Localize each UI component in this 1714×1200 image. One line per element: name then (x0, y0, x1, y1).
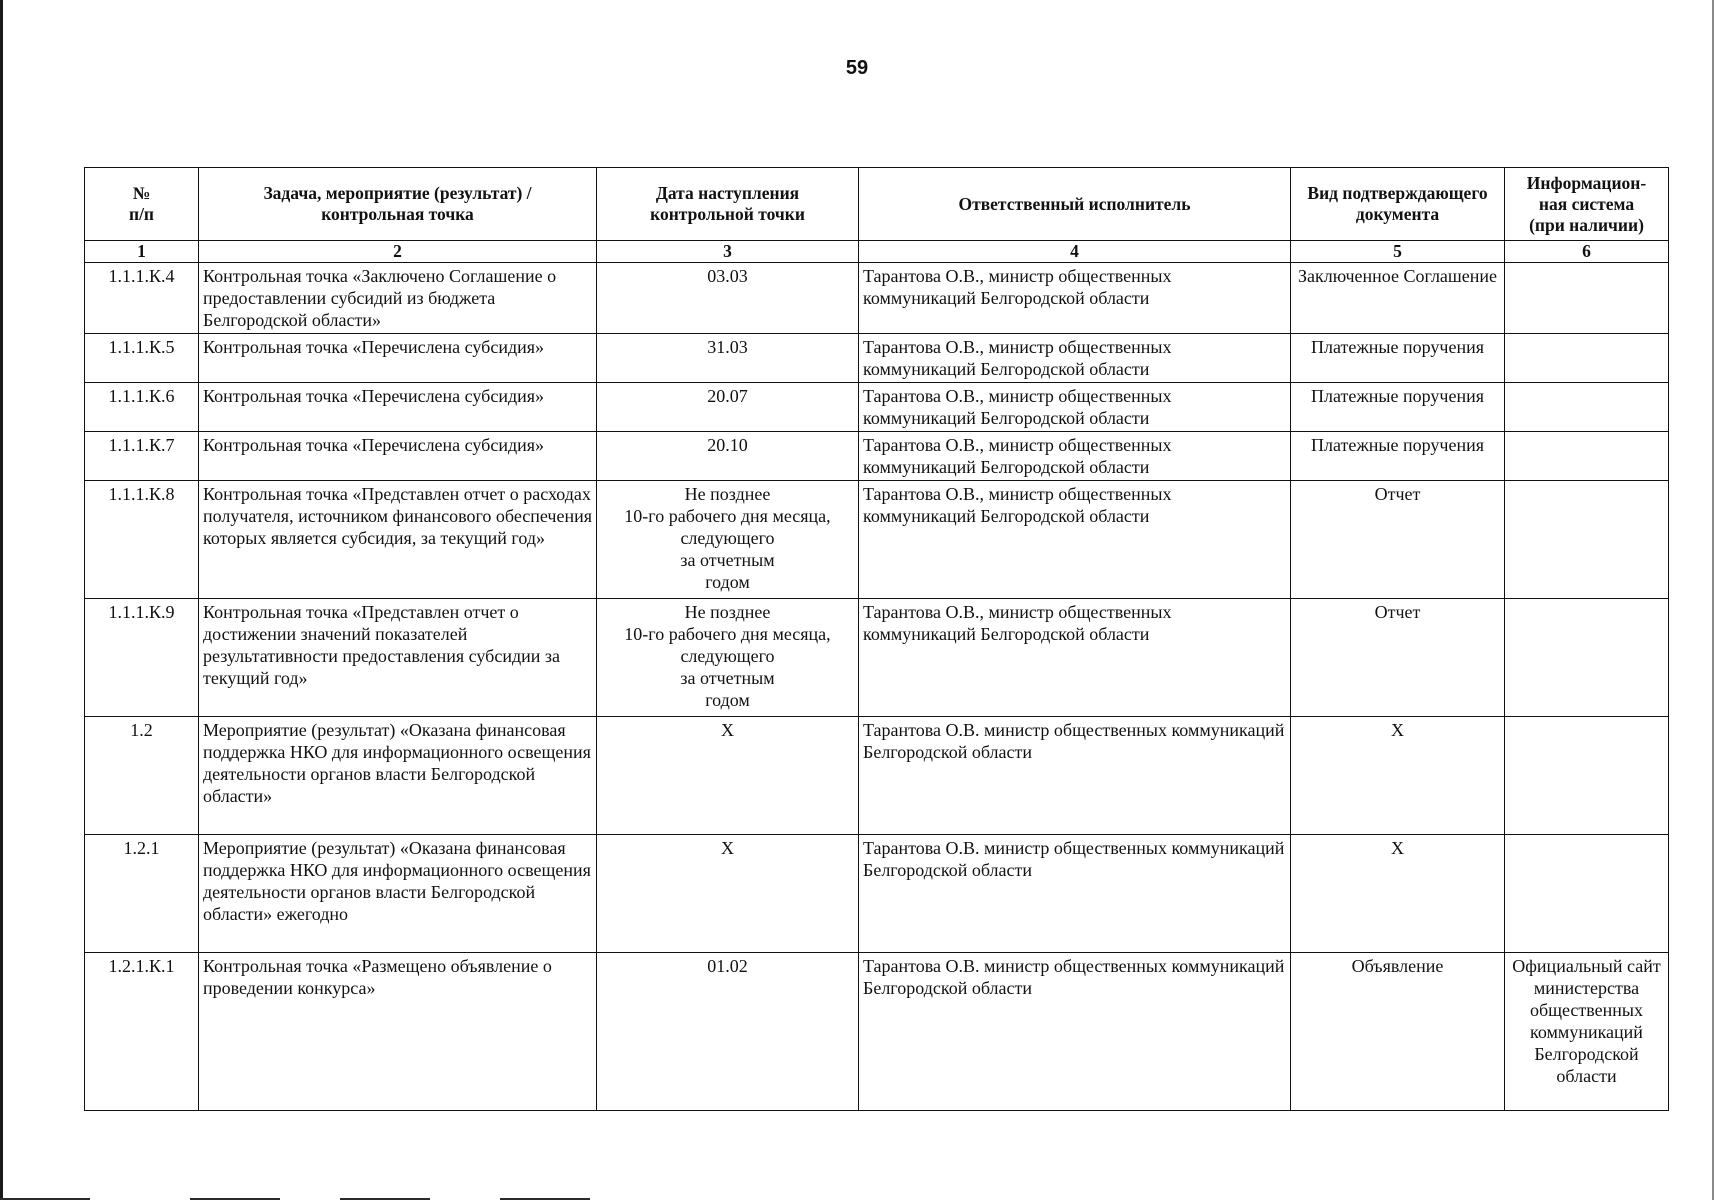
table-row (85, 717, 1669, 835)
header-date: Дата наступления контрольной точки (597, 168, 859, 241)
row-task: Контрольная точка «Представлен отчет о достижении значений показателей результативности предоставления субсидии за текущий год» (199, 599, 597, 717)
row-document: Заключенное Соглашение (1291, 263, 1505, 334)
row-executor: Тарантова О.В., министр общественных коммуникаций Белгородской области (859, 383, 1291, 432)
row-system (1505, 432, 1669, 481)
row-document: Отчет (1291, 599, 1505, 717)
row-document: Х (1291, 835, 1505, 953)
row-date: 20.10 (597, 432, 859, 481)
column-number: 3 (597, 241, 859, 263)
header-system: Информацион- ная система (при наличии) (1505, 168, 1669, 241)
table-row (85, 599, 1669, 717)
row-executor: Тарантова О.В., министр общественных коммуникаций Белгородской области (859, 599, 1291, 717)
row-executor: Тарантова О.В. министр общественных коммуникаций Белгородской области (859, 835, 1291, 953)
table-row (85, 383, 1669, 432)
table-row (85, 481, 1669, 599)
row-date: Не позднее 10-го рабочего дня месяца, следующего за отчетным годом (597, 599, 859, 717)
row-date: 20.07 (597, 383, 859, 432)
row-executor: Тарантова О.В. министр общественных коммуникаций Белгородской области (859, 717, 1291, 835)
row-document: Платежные поручения (1291, 334, 1505, 383)
row-system (1505, 835, 1669, 953)
row-number: 1.2.1.К.1 (85, 953, 199, 1111)
row-document: Х (1291, 717, 1505, 835)
row-task: Контрольная точка «Представлен отчет о расходах получателя, источником финансового обеспечения которых является субсидия, за текущий год» (199, 481, 597, 599)
row-executor: Тарантова О.В. министр общественных коммуникаций Белгородской области (859, 953, 1291, 1111)
row-number: 1.1.1.К.4 (85, 263, 199, 334)
row-date: Х (597, 717, 859, 835)
row-task: Контрольная точка «Перечислена субсидия» (199, 432, 597, 481)
column-number: 2 (199, 241, 597, 263)
row-document: Платежные поручения (1291, 432, 1505, 481)
row-executor: Тарантова О.В., министр общественных коммуникаций Белгородской области (859, 334, 1291, 383)
header-executor: Ответственный исполнитель (859, 168, 1291, 241)
row-number: 1.1.1.К.9 (85, 599, 199, 717)
table-header-row (85, 168, 1669, 241)
row-task: Контрольная точка «Перечислена субсидия» (199, 334, 597, 383)
row-system (1505, 334, 1669, 383)
row-document: Отчет (1291, 481, 1505, 599)
column-number: 6 (1505, 241, 1669, 263)
row-system (1505, 717, 1669, 835)
row-system (1505, 263, 1669, 334)
row-task: Контрольная точка «Перечислена субсидия» (199, 383, 597, 432)
table-row (85, 263, 1669, 334)
row-executor: Тарантова О.В., министр общественных коммуникаций Белгородской области (859, 481, 1291, 599)
row-task: Мероприятие (результат) «Оказана финансовая поддержка НКО для информационного освещения деятельности органов власти Белгородской области» (199, 717, 597, 835)
row-number: 1.1.1.К.6 (85, 383, 199, 432)
row-number: 1.2 (85, 717, 199, 835)
row-system (1505, 383, 1669, 432)
row-date: 03.03 (597, 263, 859, 334)
row-system (1505, 481, 1669, 599)
column-number: 1 (85, 241, 199, 263)
header-number: № п/п (85, 168, 199, 241)
row-date: Не позднее 10-го рабочего дня месяца, следующего за отчетным годом (597, 481, 859, 599)
row-date: Х (597, 835, 859, 953)
scan-edge-left (0, 0, 3, 1200)
row-executor: Тарантова О.В., министр общественных коммуникаций Белгородской области (859, 263, 1291, 334)
row-task: Контрольная точка «Заключено Соглашение о предоставлении субсидий из бюджета Белгородской области» (199, 263, 597, 334)
table-row (85, 835, 1669, 953)
row-system: Официальный сайт министерства общественных коммуникаций Белгородской области (1505, 953, 1669, 1111)
table-row (85, 953, 1669, 1111)
table-row (85, 432, 1669, 481)
row-number: 1.1.1.К.8 (85, 481, 199, 599)
row-task: Контрольная точка «Размещено объявление о проведении конкурса» (199, 953, 597, 1111)
header-document: Вид подтверждающего документа (1291, 168, 1505, 241)
row-number: 1.1.1.К.5 (85, 334, 199, 383)
row-executor: Тарантова О.В., министр общественных коммуникаций Белгородской области (859, 432, 1291, 481)
row-number: 1.1.1.К.7 (85, 432, 199, 481)
row-document: Платежные поручения (1291, 383, 1505, 432)
control-points-table (84, 167, 1669, 1111)
header-task: Задача, мероприятие (результат) / контрольная точка (199, 168, 597, 241)
row-document: Объявление (1291, 953, 1505, 1111)
column-number: 4 (859, 241, 1291, 263)
row-system (1505, 599, 1669, 717)
column-number-row (85, 241, 1669, 263)
row-date: 01.02 (597, 953, 859, 1111)
column-number: 5 (1291, 241, 1505, 263)
row-date: 31.03 (597, 334, 859, 383)
row-task: Мероприятие (результат) «Оказана финансовая поддержка НКО для информационного освещения деятельности органов власти Белгородской области» ежегодно (199, 835, 597, 953)
page-number: 59 (845, 57, 869, 79)
table-row (85, 334, 1669, 383)
row-number: 1.2.1 (85, 835, 199, 953)
